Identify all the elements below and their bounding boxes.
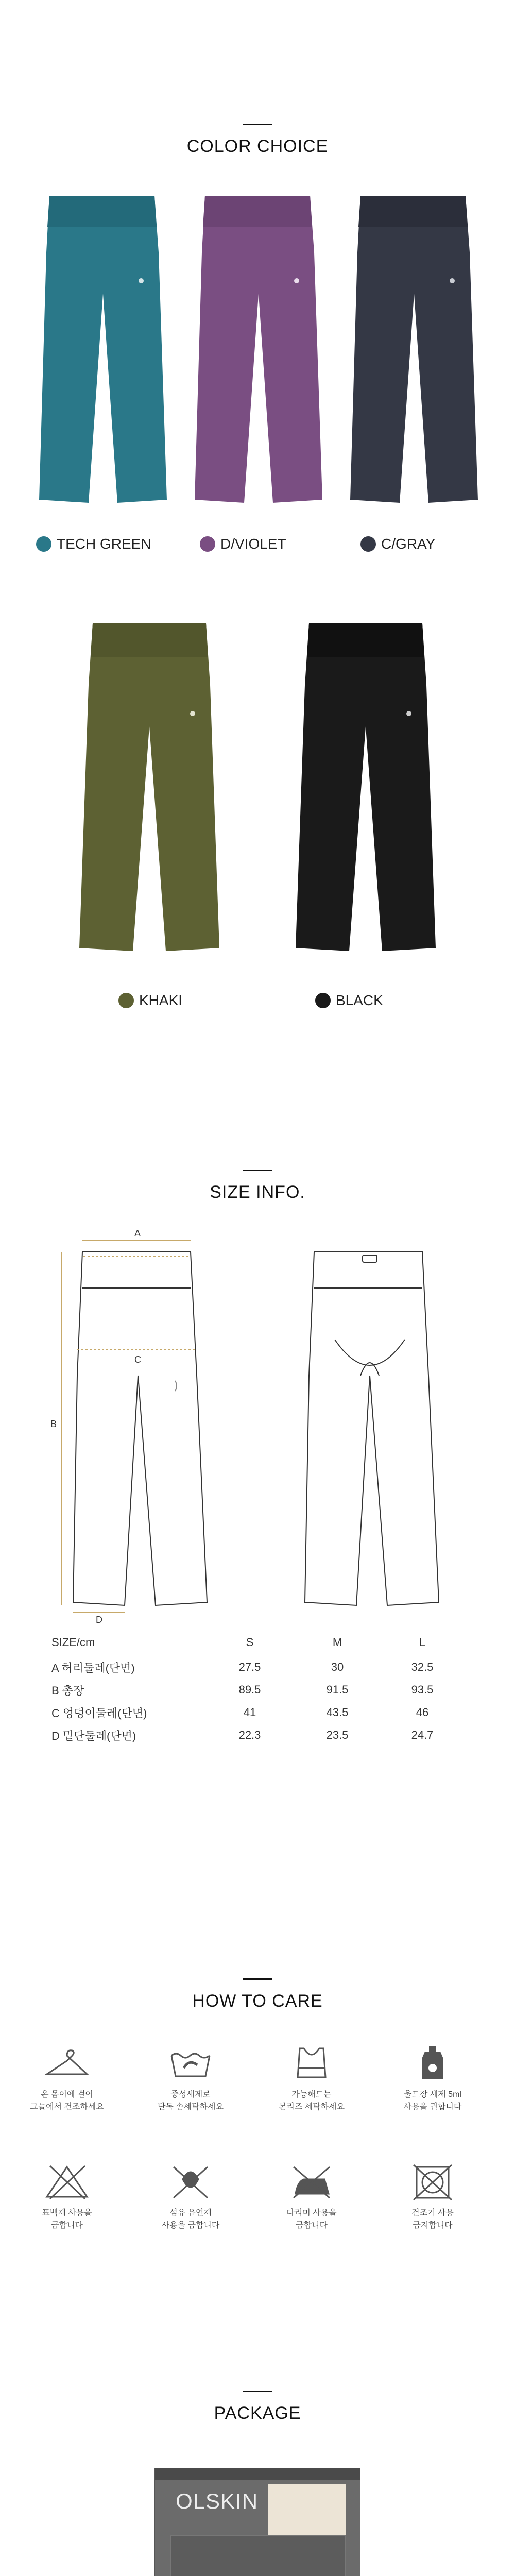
care-item-hanger — [15, 2045, 118, 2113]
color-dot — [36, 536, 52, 552]
section-divider — [243, 124, 272, 125]
detergent-icon — [409, 2045, 456, 2081]
care-text: 금합니다 — [51, 2221, 83, 2230]
row-label: D 밑단둘레(단면) — [52, 1729, 136, 1742]
size-info-section — [0, 1170, 515, 1742]
how-to-care-section — [0, 1978, 515, 2230]
cell-value: 23.5 — [326, 1728, 349, 1741]
diagram-letter-b: B — [50, 1419, 57, 1429]
care-text: 온 몸이에 걸어 — [41, 2090, 93, 2099]
row-label: A 허리둘레(단면) — [52, 1661, 135, 1674]
color-name: C/GRAY — [381, 536, 436, 552]
color-dot — [118, 993, 134, 1008]
cell-value: 32.5 — [411, 1660, 434, 1674]
care-text: 울드장 세제 5ml — [404, 2090, 461, 2099]
pants-image-d-violet — [191, 191, 324, 510]
size-table-header — [52, 1633, 464, 1656]
diagram-letter-d: D — [96, 1615, 102, 1623]
care-text: 중성세제로 — [170, 2090, 211, 2099]
care-item-no-dryer — [381, 2164, 484, 2232]
cell-value: 89.5 — [238, 1683, 261, 1696]
size-info-title: SIZE INFO. — [210, 1182, 305, 1202]
cell-value: 46 — [416, 1706, 429, 1719]
header-l: L — [381, 1633, 464, 1656]
size-diagram-back — [278, 1221, 464, 1623]
color-name: KHAKI — [139, 992, 183, 1008]
care-item-hand-wash — [139, 2045, 242, 2113]
color-choice-section — [0, 124, 515, 1008]
brand-logo: OLSKIN — [176, 2489, 259, 2513]
cell-value: 41 — [243, 1706, 256, 1719]
color-name: TECH GREEN — [57, 536, 151, 552]
color-name: D/VIOLET — [220, 536, 286, 552]
care-item-no-iron — [260, 2164, 363, 2232]
table-row — [52, 1656, 464, 1679]
care-text: 사용을 금합니다 — [161, 2221, 220, 2230]
row-label: B 총장 — [52, 1684, 84, 1697]
care-item-no-softener — [139, 2164, 242, 2232]
diagram-letter-a: A — [134, 1228, 141, 1239]
care-item-detergent — [381, 2045, 484, 2113]
color-dot — [200, 536, 215, 552]
color-name: BLACK — [336, 992, 383, 1008]
section-divider — [243, 1170, 272, 1171]
care-text: 다리미 사용을 — [286, 2209, 337, 2217]
no-bleach-icon — [44, 2164, 90, 2200]
color-swatch-black[interactable] — [315, 992, 383, 1009]
pants-image-black — [294, 618, 438, 958]
care-text: 금합니다 — [296, 2221, 328, 2230]
color-choice-title: COLOR CHOICE — [186, 137, 329, 156]
color-dot — [360, 536, 376, 552]
cell-value: 93.5 — [411, 1683, 434, 1696]
how-to-care-title: HOW TO CARE — [192, 1991, 323, 2011]
cell-value: 30 — [331, 1660, 344, 1674]
care-item-no-bleach — [15, 2164, 118, 2232]
garment-icon — [288, 2045, 335, 2081]
pants-image-khaki — [77, 618, 221, 958]
cell-value: 91.5 — [326, 1683, 349, 1696]
care-text: 표백제 사용을 — [42, 2209, 92, 2217]
header-size: SIZE/cm — [52, 1633, 206, 1656]
hand-wash-icon — [167, 2045, 214, 2081]
package-title: PACKAGE — [214, 2403, 301, 2423]
no-iron-icon — [288, 2164, 335, 2200]
pants-image-c-gray — [346, 191, 480, 510]
cell-value: 43.5 — [326, 1706, 349, 1719]
no-dryer-icon — [409, 2164, 456, 2200]
cell-value: 24.7 — [411, 1728, 434, 1741]
care-text: 사용을 권합니다 — [403, 2103, 462, 2111]
section-divider — [243, 1978, 272, 1980]
zipper-bag-image — [154, 2468, 360, 2576]
care-text: 금지합니다 — [413, 2221, 453, 2230]
color-swatch-d-violet[interactable] — [200, 536, 286, 552]
color-swatch-khaki[interactable] — [118, 992, 182, 1009]
table-row — [52, 1679, 464, 1701]
hanger-icon — [44, 2045, 90, 2081]
care-text: 섬유 유연제 — [169, 2209, 212, 2217]
cell-value: 27.5 — [238, 1660, 261, 1674]
row-label: C 엉덩이둘레(단면) — [52, 1706, 147, 1720]
header-s: S — [206, 1633, 294, 1656]
size-table — [52, 1633, 464, 1747]
care-item-garment — [260, 2045, 363, 2113]
color-swatch-c-gray[interactable] — [360, 536, 435, 552]
size-diagram-front — [46, 1221, 232, 1623]
pants-image-tech-green — [35, 191, 169, 510]
care-text: 단독 손세탁하세요 — [157, 2103, 224, 2111]
table-row — [52, 1701, 464, 1724]
care-text: 본리즈 세탁하세요 — [278, 2103, 345, 2111]
care-text: 그늘에서 건조하세요 — [30, 2103, 104, 2111]
header-m: M — [294, 1633, 381, 1656]
section-divider — [243, 2391, 272, 2392]
care-text: 건조기 사용 — [411, 2209, 454, 2217]
cell-value: 22.3 — [238, 1728, 261, 1741]
no-softener-icon — [167, 2164, 214, 2200]
diagram-letter-c: C — [134, 1354, 141, 1365]
color-swatch-tech-green[interactable] — [36, 536, 151, 552]
table-row — [52, 1724, 464, 1747]
package-section — [0, 2391, 515, 2513]
color-dot — [315, 993, 331, 1008]
care-text: 가능해드는 — [291, 2090, 332, 2099]
